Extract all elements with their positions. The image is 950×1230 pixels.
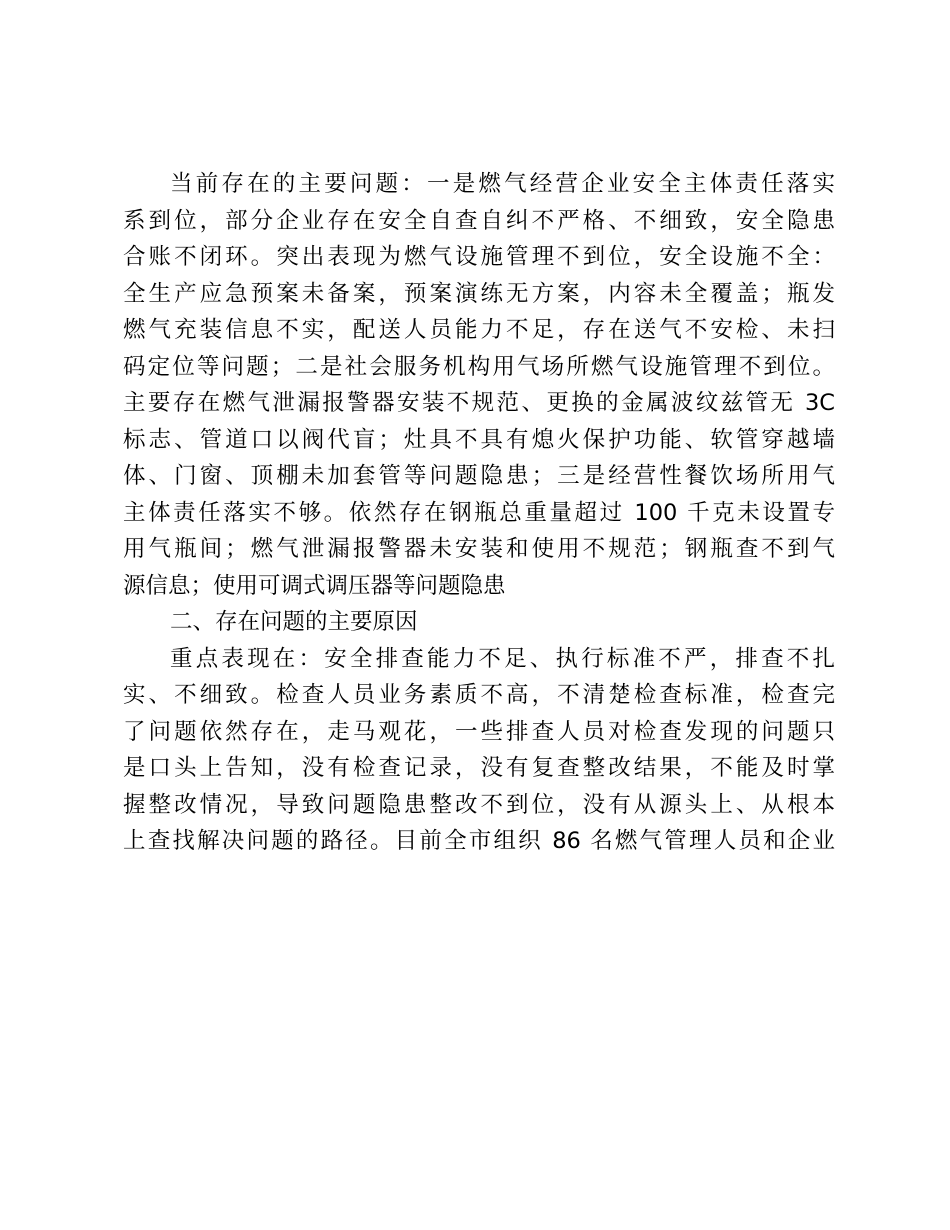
text-line: 是口头上告知，没有检查记录，没有复查整改结果，不能及时掌 xyxy=(123,755,835,781)
text-line: 源信息；使用可调式调压器等问题隐患 xyxy=(123,572,506,599)
text-line: 体、门窗、顶棚未加套管等问题隐患；三是经营性餐饮场所用气 xyxy=(123,463,835,489)
text-line: 主体责任落实不够。依然存在钢瓶总重量超过 100 千克未设置专 xyxy=(123,499,835,526)
text-line: 全生产应急预案未备案，预案演练无方案，内容未全覆盖；瓶发 xyxy=(123,280,835,307)
text-line: 上查找解决问题的路径。目前全市组织 86 名燃气管理人员和企业 xyxy=(123,828,835,854)
text-line: 主要存在燃气泄漏报警器安装不规范、更换的金属波纹兹管无 3C xyxy=(123,390,835,416)
text-line: 系到位，部分企业存在安全自查自纠不严格、不细致，安全隐患 xyxy=(123,207,835,234)
paragraph-causes xyxy=(123,641,835,860)
text-line: 燃气充装信息不实，配送人员能力不足，存在送气不安检、未扫 xyxy=(123,317,835,343)
text-line: 握整改情况，导致问题隐患整改不到位，没有从源头上、从根本 xyxy=(123,791,835,818)
text-line: 了问题依然存在，走马观花，一些排查人员对检查发现的问题只 xyxy=(123,718,835,745)
section-heading: 二、存在问题的主要原因 xyxy=(170,609,418,635)
document-body xyxy=(123,166,835,860)
text-line: 合账不闭环。突出表现为燃气设施管理不到位，安全设施不全： xyxy=(123,244,835,270)
text-line: 标志、管道口以阀代盲；灶具不具有熄火保护功能、软管穿越墙 xyxy=(123,426,835,453)
text-line: 用气瓶间；燃气泄漏报警器未安装和使用不规范；钢瓶查不到气 xyxy=(123,536,835,562)
text-line: 实、不细致。检查人员业务素质不高，不清楚检查标准，检查完 xyxy=(123,682,835,708)
text-line: 码定位等问题；二是社会服务机构用气场所燃气设施管理不到位。 xyxy=(123,353,835,380)
paragraph-problems xyxy=(123,166,835,604)
text-line: 重点表现在：安全排查能力不足、执行标准不严，排查不扎 xyxy=(170,645,835,672)
text-line: 当前存在的主要问题：一是燃气经营企业安全主体责任落实 xyxy=(170,171,835,197)
